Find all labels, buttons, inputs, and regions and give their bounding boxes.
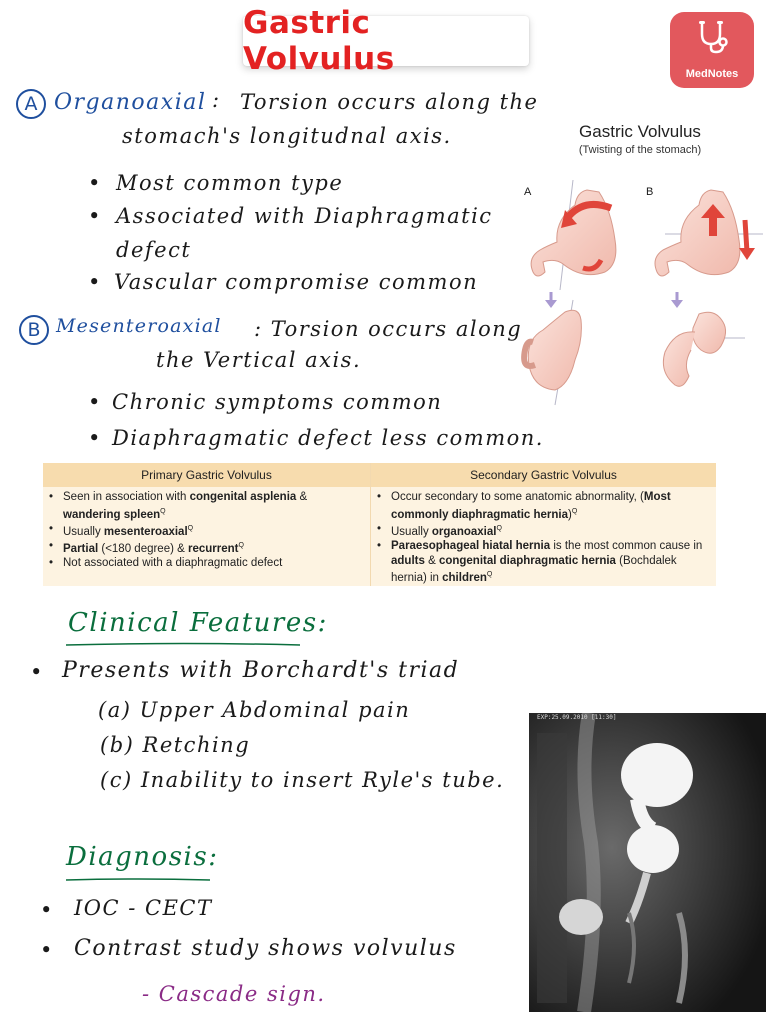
mesenteroaxial-heading: Mesenteroaxial bbox=[56, 315, 222, 337]
mesenteroaxial-def-1: : Torsion occurs along bbox=[254, 317, 523, 341]
diagnosis-heading: Diagnosis: bbox=[66, 842, 219, 872]
figure-label-a: A bbox=[524, 186, 532, 198]
stethoscope-icon bbox=[694, 20, 730, 54]
clinical-item-a: (a) Upper Abdominal pain bbox=[98, 698, 411, 722]
organoaxial-bullet-2-cont: defect bbox=[116, 238, 192, 262]
marker-b: B bbox=[19, 315, 49, 345]
mesenteroaxial-bullet-2: Diaphragmatic defect less common. bbox=[112, 426, 544, 450]
organoaxial-colon: : bbox=[212, 88, 221, 112]
contrast-xray-image bbox=[529, 713, 766, 1012]
diagnosis-underline bbox=[64, 876, 214, 884]
stomach-a-result bbox=[524, 300, 581, 405]
organoaxial-def-2: stomach's longitudnal axis. bbox=[122, 124, 452, 148]
clinical-bullet: Presents with Borchardt's triad bbox=[62, 658, 460, 683]
bullet-dot: • bbox=[88, 204, 102, 228]
volvulus-illustration bbox=[515, 180, 765, 410]
stomach-a-twisted bbox=[531, 180, 616, 308]
organoaxial-bullet-2: Associated with Diaphragmatic bbox=[116, 204, 493, 228]
figure-subtitle: (Twisting of the stomach) bbox=[578, 144, 702, 156]
bullet-dot: • bbox=[88, 171, 102, 195]
figure-label-b: B bbox=[646, 186, 654, 198]
clinical-item-b: (b) Retching bbox=[100, 733, 251, 757]
diagnosis-sub: - Cascade sign. bbox=[142, 982, 326, 1006]
table-header-primary: Primary Gastric Volvulus bbox=[43, 463, 371, 487]
stomach-b-twisted bbox=[655, 190, 763, 308]
page-title: Gastric Volvulus bbox=[243, 5, 395, 77]
secondary-column: • Occur secondary to some anatomic abnormality, (Most commonly diaphragmatic hernia)$^Q$ • Usually organoaxial$^Q$ • Paraesophageal hiatal hernia is the most common cause in adults & congenital diaphragmatic hernia (Bochdalek hernia) in children$^Q$ bbox=[371, 487, 717, 586]
mednotes-logo bbox=[670, 12, 754, 88]
organoaxial-bullet-1: Most common type bbox=[116, 171, 344, 195]
xray-timestamp: EXP:25.09.2010 [11:30] bbox=[537, 714, 617, 721]
bullet-dot: • bbox=[30, 660, 44, 684]
mesenteroaxial-def-2: the Vertical axis. bbox=[156, 348, 362, 372]
figure-title: Gastric Volvulus bbox=[579, 122, 701, 141]
stomach-b-result bbox=[663, 312, 745, 386]
mesenteroaxial-bullet-1: Chronic symptoms common bbox=[112, 390, 443, 414]
clinical-item-c: (c) Inability to insert Ryle's tube. bbox=[100, 768, 505, 792]
organoaxial-def-1: Torsion occurs along the bbox=[240, 90, 539, 114]
table-header-secondary: Secondary Gastric Volvulus bbox=[371, 463, 717, 487]
bullet-dot: • bbox=[40, 898, 54, 922]
title-box bbox=[243, 5, 529, 77]
comparison-table bbox=[43, 463, 716, 586]
clinical-underline bbox=[64, 641, 304, 649]
primary-column: • Seen in association with congenital asplenia & wandering spleen$^Q$ • Usually mesenteroaxial$^Q$ • Partial (<180 degree) & recurrent$^Q$ • Not associated with a diaphragmatic defect bbox=[49, 491, 308, 570]
diagnosis-bullet-1: IOC - CECT bbox=[74, 896, 213, 920]
organoaxial-bullet-3: Vascular compromise common bbox=[114, 270, 479, 294]
organoaxial-heading: Organoaxial bbox=[54, 90, 207, 115]
logo-label: MedNotes bbox=[685, 68, 739, 80]
marker-a: A bbox=[16, 89, 46, 119]
bullet-dot: • bbox=[88, 426, 102, 450]
bullet-dot: • bbox=[40, 938, 54, 962]
bullet-dot: • bbox=[88, 390, 102, 414]
diagnosis-bullet-2: Contrast study shows volvulus bbox=[74, 936, 457, 961]
bullet-dot: • bbox=[88, 270, 102, 294]
clinical-heading: Clinical Features: bbox=[68, 608, 328, 638]
